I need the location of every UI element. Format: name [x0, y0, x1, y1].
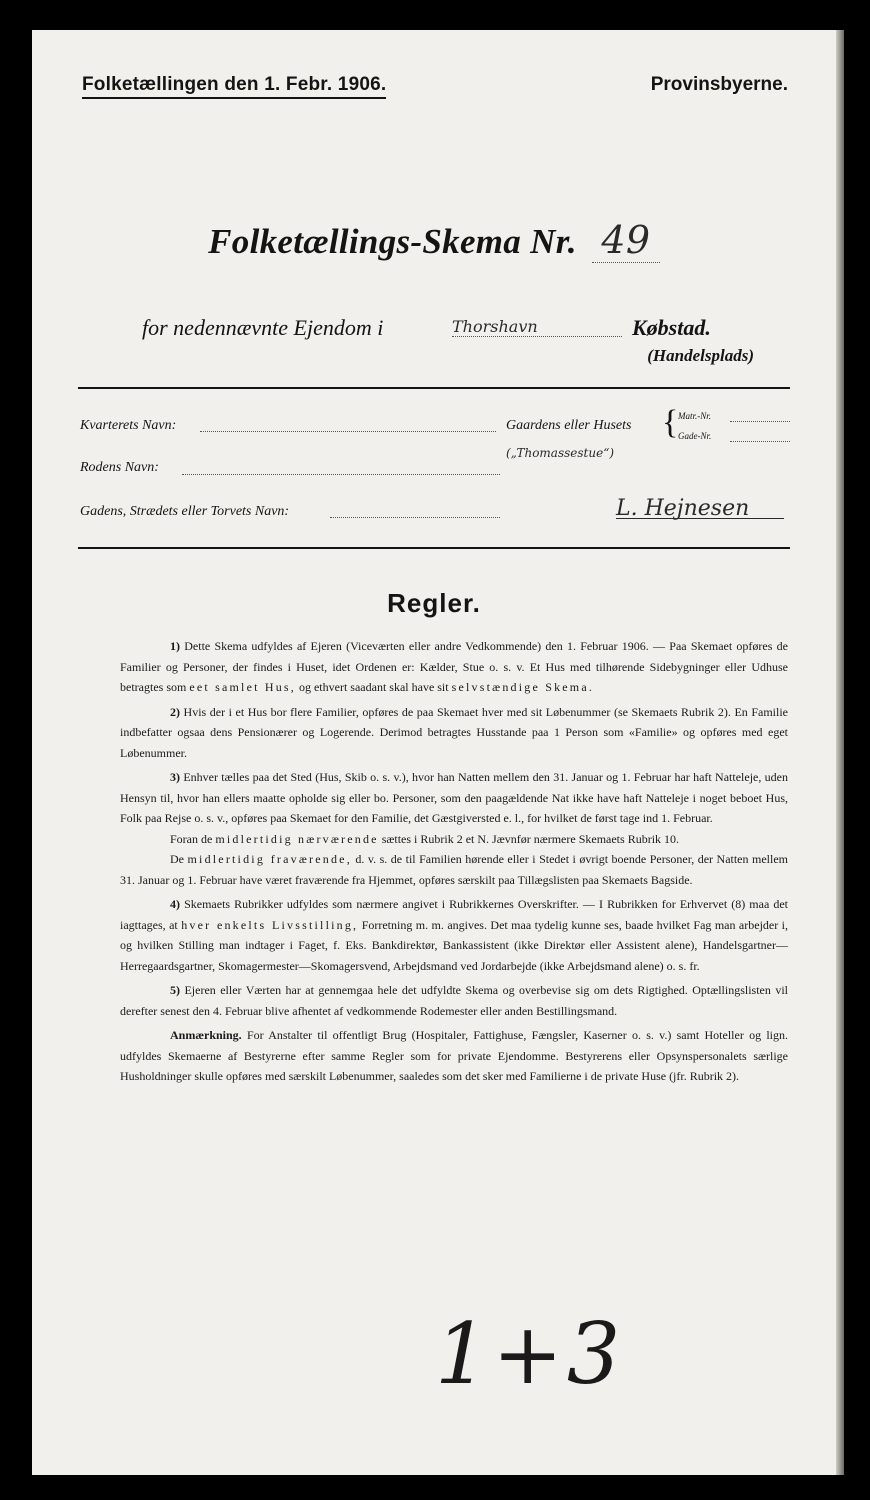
kvarterets-navn-label: Kvarterets Navn: [80, 418, 177, 433]
region-header: Provinsbyerne. [650, 74, 788, 95]
subtitle-prefix: for nedennævnte Ejendom i [142, 315, 384, 340]
rules-heading: Regler. [387, 588, 481, 618]
ejerens-navn-line [616, 518, 784, 519]
matr-nr-label: Matr.-Nr. [678, 411, 712, 421]
rules-body [120, 636, 788, 1087]
gade-nr-line [730, 441, 790, 442]
gaardens-label: Gaardens eller Husets [506, 418, 632, 433]
gade-nr-label: Gade-Nr. [678, 431, 712, 441]
subtitle-suffix: Købstad. [632, 315, 711, 340]
rule-1: 1) Dette Skema udfyldes af Ejeren (Viceværten eller andre Vedkommende) den 1. Februar 1906. — Paa Skemaet opføres de Familier og Personer, der findes i Huset, idet Ordenen er: Kælder, Stue o. s. v. Et Hus med tilhørende Sidebygninger eller Udhuse betragtes som eet samlet Hus, og ethvert saadant skal have sit selvstændige Skema. [120, 639, 788, 694]
gadens-navn-line [330, 517, 500, 518]
brace: { [662, 404, 679, 441]
rule-4: 4) Skemaets Rubrikker udfyldes som nærmere angivet i Rubrikkernes Overskrifter. — I Rubrikken for Erhvervet (8) maa det iagttages, at hver enkelts Livsstilling, Forretning m. m. angives. Det maa tydelig kunne ses, baade hvilket Fag man arbejder i, og hvilken Stilling man indtager i Faget, f. Eks. Bankdirektør, Bankassistent (ikke Direktør eller Assistent alene), Handelsgartner—Herregaardsgartner, Skomagermester—Skomagersvend, Arbejdsmand ved Jordarbejde (ikke Arbejdsmand alene) o. s. fr. [120, 897, 789, 973]
census-form-page [32, 30, 836, 1475]
form-number-handwritten: 49 [592, 218, 660, 263]
separator-bottom [78, 547, 790, 549]
kvarterets-navn-line [200, 431, 496, 432]
form-title-text: Folketællings-Skema Nr. [208, 222, 577, 261]
town-handwritten: Thorshavn [452, 317, 622, 337]
rule-5: 5) Ejeren eller Værten har at gennemgaa hele det udfyldte Skema og overbevise sig om dets Rigtighed. Optællingslisten vil derefter senest den 4. Februar blive afhentet af vedkommende Rodemester eller anden Bestillingsmand. [120, 983, 788, 1018]
rodens-navn-label: Rodens Navn: [80, 460, 159, 475]
gadens-navn-label: Gadens, Strædets eller Torvets Navn: [80, 504, 290, 519]
subtitle-alternate: (Handelsplads) [647, 346, 754, 365]
matr-nr-line [730, 421, 790, 422]
census-date-header: Folketællingen den 1. Febr. 1906. [82, 74, 386, 99]
gaardens-value-handwritten: („Thomassestue“) [506, 446, 615, 460]
rule-3-midlertidig-fravaerende: De midlertidig fraværende, d. v. s. de til Familien hørende eller i Stedet i øvrigt boende Personer, der Natten mellem 31. Januar og 1. Februar have været fraværende fra Hjemmet, opføres særskilt paa Tillægslisten paa Skemaets Bagside. [120, 852, 788, 887]
handwritten-page-mark: 1+3 [435, 1305, 625, 1403]
rule-2: 2) Hvis der i et Hus bor flere Familier, opføres de paa Skemaet hver med sit Løbenummer (se Skemaets Rubrik 2). En Familie indbefatter ogsaa dens Pensionærer og Logerende. Derimod betragtes Husstande paa 1 Person som «Familie» og opføres med eget Løbenummer. [120, 704, 788, 760]
paper-edge [836, 30, 844, 1475]
rodens-navn-line [182, 474, 500, 475]
rule-3-midlertidig-naervaerende: Foran de midlertidig nærværende sættes i Rubrik 2 et N. Jævnfør nærmere Skemaets Rubrik 10. [170, 831, 680, 846]
ejerens-navn-handwritten: L. Hejnesen [616, 496, 750, 521]
form-title [32, 218, 836, 263]
rule-3: 3) Enhver tælles paa det Sted (Hus, Skib o. s. v.), hvor han Natten mellem den 31. Januar og 1. Februar har haft Natteleje, uden Hensyn til, hvor han ellers maatte opholde sig eller bo. Personer, som den paagældende Nat ikke have haft Natteleje i noget beboet Hus, Folk paa Rejse o. s. v., opføres paa Skemaet for den Familie, det Gæstgiversted e. l., for hvilket de først tage ind 1. Februar. [120, 770, 789, 825]
separator-top [78, 387, 790, 389]
note: Anmærkning. For Anstalter til offentligt Brug (Hospitaler, Fattighuse, Fængsler, Kaserner o. s. v.) samt Hoteller og lign. udfyldes Skemaerne af Bestyrerne efter samme Regler som for private Ejendomme. Bestyrerens eller Opsynspersonalets særlige Husholdninger skulle opføres med særskilt Løbenummer, saaledes som det sker med Familierne i de private Huse (jfr. Rubrik 2). [120, 1028, 788, 1083]
